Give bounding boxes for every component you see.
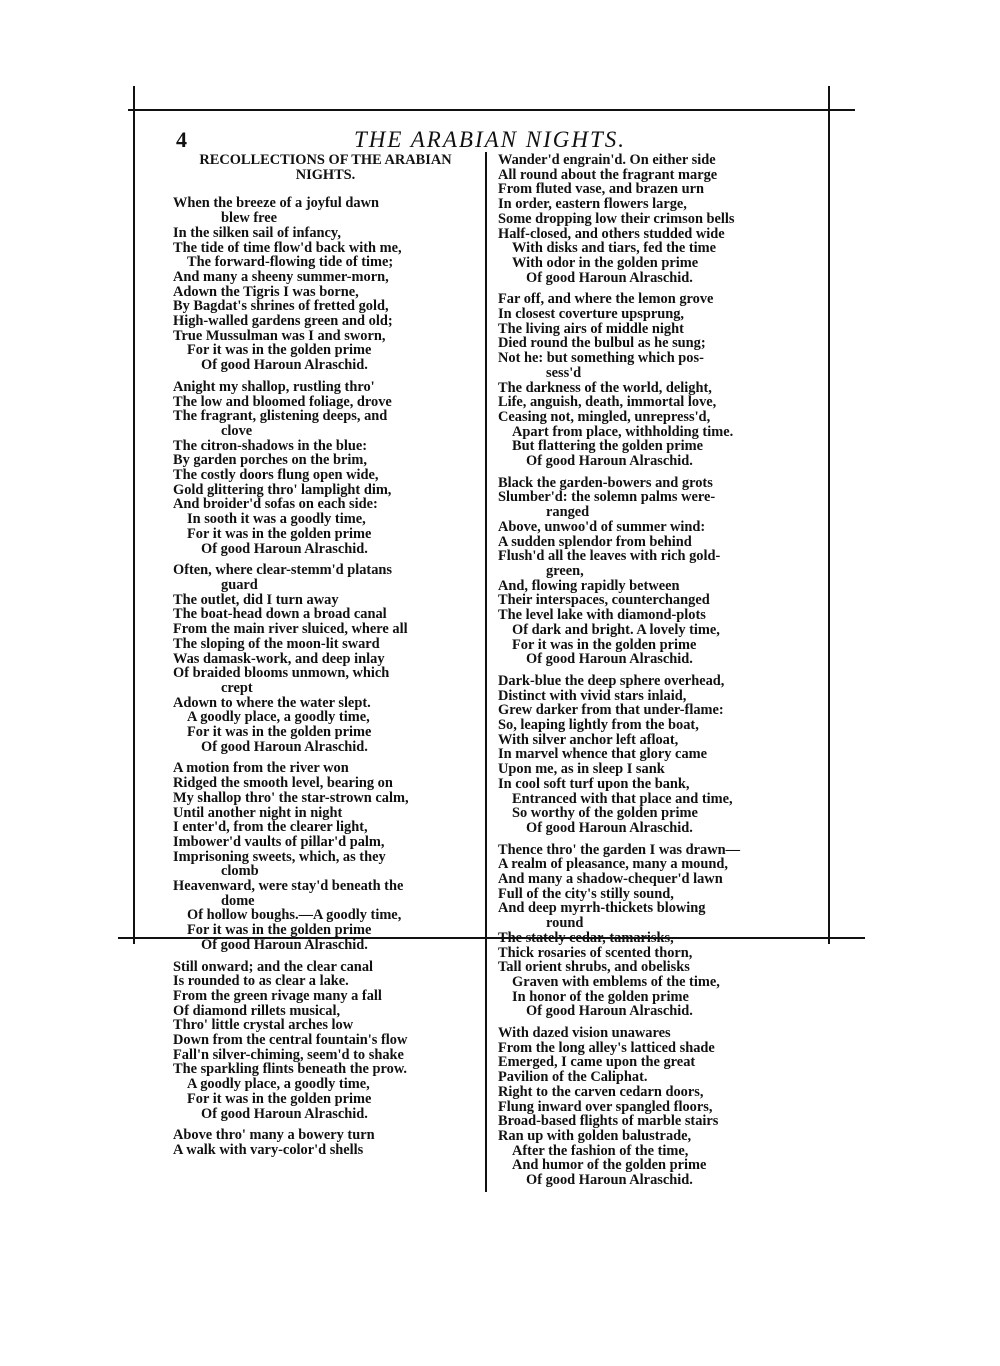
verse-line: Apart from place, withholding time. bbox=[512, 423, 734, 440]
stanza bbox=[498, 1026, 803, 1188]
verse-line: Far off, and where the lemon grove bbox=[498, 291, 714, 308]
verse-line: Down from the central fountain's flow bbox=[173, 1032, 408, 1049]
verse-line: And broider'd sofas on each side: bbox=[173, 496, 378, 513]
right-column bbox=[498, 153, 803, 1195]
verse-line: In cool soft turf upon the bank, bbox=[498, 775, 690, 792]
left-stanzas bbox=[173, 196, 478, 1157]
verse-line: The outlet, did I turn away bbox=[173, 591, 339, 608]
verse-line: But flattering the golden prime bbox=[512, 438, 704, 455]
verse-line: With odor in the golden prime bbox=[512, 254, 699, 271]
verse-line: Flung inward over spangled floors, bbox=[498, 1098, 713, 1115]
verse-line: Is rounded to as clear a lake. bbox=[173, 973, 349, 990]
verse-line: Of good Haroun Alraschid. bbox=[201, 1105, 368, 1122]
verse-line: Their interspaces, counterchanged bbox=[498, 592, 710, 609]
verse-line: In the silken sail of infancy, bbox=[173, 224, 341, 241]
verse-line: Of good Haroun Alraschid. bbox=[526, 453, 693, 470]
verse-line: The citron-shadows in the blue: bbox=[173, 437, 368, 454]
verse-line: Thro' little crystal arches low bbox=[173, 1017, 354, 1034]
verse-line: A sudden splendor from behind bbox=[498, 533, 692, 550]
verse-line: dome bbox=[221, 892, 255, 909]
verse-line: My shallop thro' the star-strown calm, bbox=[173, 789, 409, 806]
poem-title: RECOLLECTIONS OF THE ARABIAN NIGHTS. bbox=[199, 152, 452, 183]
verse-line: And many a sheeny summer-morn, bbox=[173, 268, 389, 285]
verse-line: Of good Haroun Alraschid. bbox=[526, 269, 693, 286]
verse-line: Thick rosaries of scented thorn, bbox=[498, 944, 693, 961]
verse-line: The sparkling flints beneath the prow. bbox=[173, 1061, 408, 1078]
verse-line: clomb bbox=[221, 863, 259, 880]
verse-line: Of diamond rillets musical, bbox=[173, 1002, 341, 1019]
verse-line: For it was in the golden prime bbox=[187, 525, 372, 542]
verse-line: Pavilion of the Caliphat. bbox=[498, 1069, 648, 1086]
verse-line: Of good Haroun Alraschid. bbox=[201, 738, 368, 755]
verse-line: blew free bbox=[221, 210, 278, 227]
verse-line: For it was in the golden prime bbox=[187, 1090, 372, 1107]
verse-line: clove bbox=[221, 422, 253, 439]
verse-line: Dark-blue the deep sphere overhead, bbox=[498, 672, 725, 689]
verse-line: And humor of the golden prime bbox=[512, 1157, 707, 1174]
verse-line: By garden porches on the brim, bbox=[173, 452, 368, 469]
stanza bbox=[498, 674, 803, 836]
verse-line: Still onward; and the clear canal bbox=[173, 958, 374, 975]
verse-line: True Mussulman was I and sworn, bbox=[173, 327, 386, 344]
verse-line: With disks and tiars, fed the time bbox=[512, 240, 717, 257]
verse-line: Of good Haroun Alraschid. bbox=[526, 819, 693, 836]
verse-line: And many a shadow-chequer'd lawn bbox=[498, 871, 723, 888]
verse-line: Of good Haroun Alraschid. bbox=[201, 936, 368, 953]
page-number: 4 bbox=[176, 127, 187, 152]
verse-line: With dazed vision unawares bbox=[498, 1025, 671, 1042]
verse-line: Slumber'd: the solemn palms were- bbox=[498, 489, 716, 506]
verse-line: green, bbox=[546, 562, 584, 579]
verse-line: Of good Haroun Alraschid. bbox=[526, 1172, 693, 1189]
stanza bbox=[498, 153, 803, 285]
verse-line: Was damask-work, and deep inlay bbox=[173, 650, 385, 667]
verse-line: The level lake with diamond-plots bbox=[498, 607, 706, 624]
verse-line: Above thro' many a bowery turn bbox=[173, 1127, 375, 1144]
verse-line: And, flowing rapidly between bbox=[498, 577, 680, 594]
verse-line: From the long alley's latticed shade bbox=[498, 1039, 715, 1056]
verse-line: For it was in the golden prime bbox=[187, 922, 372, 939]
verse-line: A realm of pleasance, many a mound, bbox=[498, 856, 728, 873]
verse-line: From the green rivage many a fall bbox=[173, 987, 382, 1004]
top-rule bbox=[128, 109, 855, 111]
stanza bbox=[173, 380, 478, 556]
verse-line: For it was in the golden prime bbox=[187, 724, 372, 741]
stanza bbox=[173, 960, 478, 1122]
column-divider bbox=[485, 152, 487, 1192]
verse-line: Life, anguish, death, immortal love, bbox=[498, 394, 717, 411]
verse-line: The sloping of the moon-lit sward bbox=[173, 635, 380, 652]
verse-line: Adown to where the water slept. bbox=[173, 694, 371, 711]
verse-line: Emerged, I came upon the great bbox=[498, 1054, 696, 1071]
verse-line: round bbox=[546, 915, 584, 932]
verse-line: Right to the carven cedarn doors, bbox=[498, 1083, 704, 1100]
verse-line: Imbower'd vaults of pillar'd palm, bbox=[173, 833, 385, 850]
verse-line: Died round the bulbul as he sung; bbox=[498, 335, 706, 352]
verse-line: Adown the Tigris I was borne, bbox=[173, 283, 359, 300]
verse-line: Full of the city's stilly sound, bbox=[498, 885, 674, 902]
verse-line: Not he: but something which pos- bbox=[498, 350, 704, 367]
left-column bbox=[173, 153, 478, 1165]
verse-line: Entranced with that place and time, bbox=[512, 790, 733, 807]
verse-line: Anight my shallop, rustling thro' bbox=[173, 378, 375, 395]
running-title: THE ARABIAN NIGHTS. bbox=[353, 127, 627, 152]
verse-line: A goodly place, a goodly time, bbox=[187, 1076, 370, 1093]
verse-line: Above, unwoo'd of summer wind: bbox=[498, 518, 706, 535]
verse-line: From fluted vase, and brazen urn bbox=[498, 181, 705, 198]
verse-line: Of hollow boughs.—A goodly time, bbox=[187, 907, 402, 924]
verse-line: In marvel whence that glory came bbox=[498, 746, 708, 763]
verse-line: The stately cedar, tamarisks, bbox=[498, 929, 674, 946]
verse-line: ranged bbox=[546, 504, 590, 521]
verse-line: Distinct with vivid stars inlaid, bbox=[498, 687, 687, 704]
verse-line: The fragrant, glistening deeps, and bbox=[173, 408, 388, 425]
verse-line: A walk with vary-color'd shells bbox=[173, 1142, 364, 1158]
verse-line: Upon me, as in sleep I sank bbox=[498, 761, 665, 778]
verse-line: Of good Haroun Alraschid. bbox=[526, 1003, 693, 1020]
verse-line: In sooth it was a goodly time, bbox=[187, 511, 366, 528]
verse-line: Until another night in night bbox=[173, 804, 343, 821]
verse-line: In closest coverture upsprung, bbox=[498, 306, 685, 323]
right-stanzas bbox=[498, 153, 803, 1188]
verse-line: Of good Haroun Alraschid. bbox=[201, 540, 368, 557]
verse-line: After the fashion of the time, bbox=[512, 1142, 689, 1159]
stanza bbox=[173, 1128, 478, 1157]
verse-line: The tide of time flow'd back with me, bbox=[173, 239, 402, 256]
verse-line: For it was in the golden prime bbox=[187, 342, 372, 359]
verse-line: crept bbox=[221, 679, 253, 696]
verse-line: Some dropping low their crimson bells bbox=[498, 210, 735, 227]
verse-line: With silver anchor left afloat, bbox=[498, 731, 679, 748]
right-rule bbox=[828, 86, 830, 944]
stanza bbox=[173, 563, 478, 754]
verse-line: Of good Haroun Alraschid. bbox=[201, 357, 368, 374]
verse-line: Of good Haroun Alraschid. bbox=[526, 651, 693, 668]
verse-line: I enter'd, from the clearer light, bbox=[173, 819, 368, 836]
verse-line: The low and bloomed foliage, drove bbox=[173, 393, 392, 410]
verse-line: Black the garden-bowers and grots bbox=[498, 474, 713, 491]
verse-line: High-walled gardens green and old; bbox=[173, 313, 393, 330]
verse-line: The forward-flowing tide of time; bbox=[187, 254, 394, 271]
verse-line: In order, eastern flowers large, bbox=[498, 196, 687, 213]
verse-line: And deep myrrh-thickets blowing bbox=[498, 900, 706, 917]
stanza bbox=[498, 843, 803, 1019]
verse-line: All round about the fragrant marge bbox=[498, 166, 718, 183]
stanza bbox=[498, 292, 803, 468]
verse-line: Thence thro' the garden I was drawn— bbox=[498, 841, 740, 858]
verse-line: Gold glittering thro' lamplight dim, bbox=[173, 481, 392, 498]
verse-line: Grew darker from that under-flame: bbox=[498, 702, 724, 719]
verse-line: Of dark and bright. A lovely time, bbox=[512, 621, 720, 638]
verse-line: The darkness of the world, delight, bbox=[498, 379, 712, 396]
verse-line: For it was in the golden prime bbox=[512, 636, 697, 653]
verse-line: sess'd bbox=[546, 364, 582, 381]
verse-line: The costly doors flung open wide, bbox=[173, 467, 379, 484]
verse-line: So, leaping lightly from the boat, bbox=[498, 717, 699, 734]
verse-line: Graven with emblems of the time, bbox=[512, 973, 720, 990]
verse-line: So worthy of the golden prime bbox=[512, 805, 698, 822]
verse-line: From the main river sluiced, where all bbox=[173, 621, 408, 638]
verse-line: When the breeze of a joyful dawn bbox=[173, 195, 379, 212]
verse-line: Flush'd all the leaves with rich gold- bbox=[498, 548, 721, 565]
verse-line: Broad-based flights of marble stairs bbox=[498, 1113, 719, 1130]
stanza bbox=[173, 196, 478, 372]
verse-line: Fall'n silver-chiming, seem'd to shake bbox=[173, 1046, 404, 1063]
verse-line: In honor of the golden prime bbox=[512, 988, 689, 1005]
verse-line: By Bagdat's shrines of fretted gold, bbox=[173, 298, 389, 315]
verse-line: Ceasing not, mingled, unrepress'd, bbox=[498, 408, 711, 425]
verse-line: Tall orient shrubs, and obelisks bbox=[498, 959, 690, 976]
left-rule bbox=[133, 86, 135, 944]
verse-line: Imprisoning sweets, which, as they bbox=[173, 848, 386, 865]
verse-line: The living airs of middle night bbox=[498, 320, 684, 337]
verse-line: A goodly place, a goodly time, bbox=[187, 709, 370, 726]
verse-line: A motion from the river won bbox=[173, 760, 349, 777]
verse-line: Ridged the smooth level, bearing on bbox=[173, 775, 393, 792]
verse-line: Ran up with golden balustrade, bbox=[498, 1128, 692, 1144]
verse-line: guard bbox=[221, 576, 258, 593]
verse-line: The boat-head down a broad canal bbox=[173, 606, 387, 623]
stanza bbox=[173, 761, 478, 952]
verse-line: Half-closed, and others studded wide bbox=[498, 225, 725, 242]
verse-line: Often, where clear-stemm'd platans bbox=[173, 562, 393, 579]
verse-line: Heavenward, were stay'd beneath the bbox=[173, 878, 404, 895]
stanza bbox=[498, 476, 803, 667]
verse-line: Of braided blooms unmown, which bbox=[173, 665, 390, 682]
verse-line: Wander'd engrain'd. On either side bbox=[498, 152, 716, 168]
